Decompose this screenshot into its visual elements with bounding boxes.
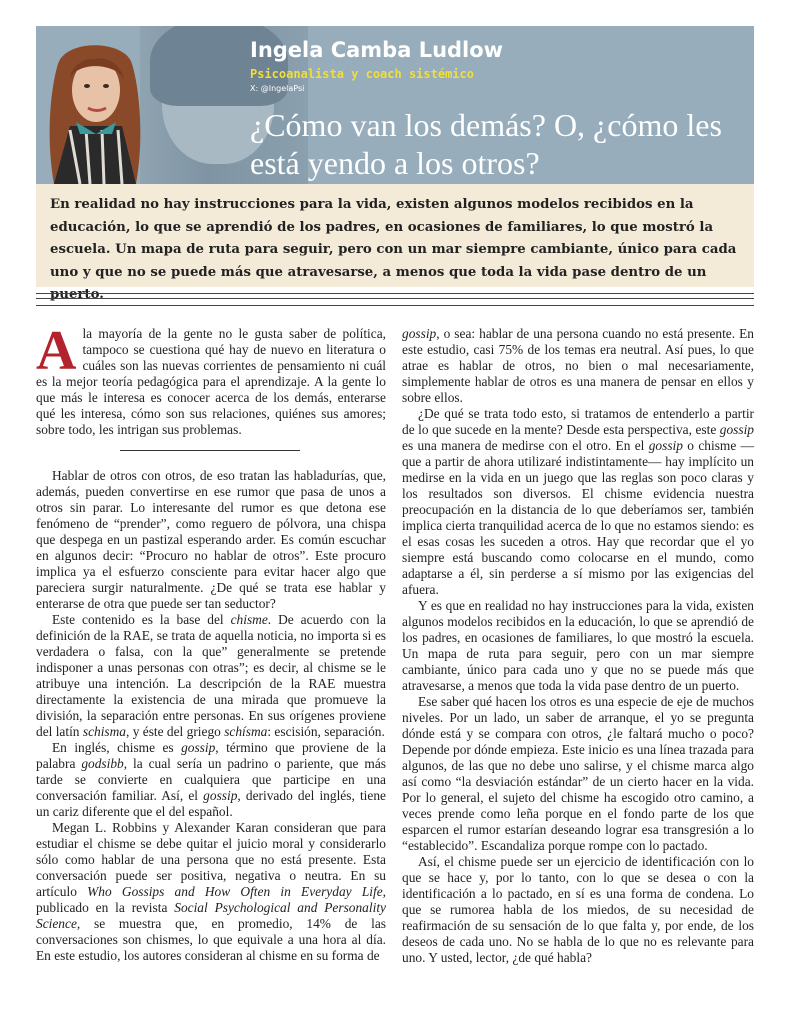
article-lede: En realidad no hay instrucciones para la vida, existen algunos modelos recibidos en la educación, lo que se aprendió de los padres, en ocasiones de familiares, lo que mostró la escuela. Un mapa de ruta para seguir, pero con un mar siempre cambiante, único para cada uno y que no se puede más que atravesarse, a menos que toda la vida pase dentro de un puerto. (50, 197, 737, 302)
paragraph: Este contenido es la base del chisme. De acuerdo con la definición de la RAE, se trata de aquella noticia, no importa si es verdadera o falsa, con la que” generalmente se pretende indisponer a unas personas con otras”; es decir, al chisme se le atribuye una intención. La descripción de la RAE muestra directamente la existencia de una mirada que promueve la división, la separación entre personas. En sus orígenes proviene del latín schisma, y éste del griego schísma: escisión, separación. (36, 612, 386, 739)
article-title: ¿Cómo van los demás? O, ¿cómo les está yendo a los otros? (250, 107, 722, 181)
drop-cap: A (36, 320, 77, 382)
intro-paragraph: Ala mayoría de la gente no le gusta saber de política, tampoco se cuestiona qué hay de nuevo en literatura o cuáles son las nuevas corrientes de pensamiento ni cuál es la mejor teoría pedagógica para el aprendizaje. A la gente lo que más le interesa es conocer acerca de los demás, enterarse qué les interesa, cómo son sus relaciones, quiénes sus amores; sobre todo, les intrigan sus problemas. (36, 320, 386, 437)
author-portrait (40, 30, 148, 184)
paragraph: Y es que en realidad no hay instrucciones para la vida, existen algunos modelos recibidos en la educación, lo que se aprendió de los padres, en ocasiones de familiares, lo que mostró la escuela. Un mapa de ruta para seguir, pero con un mar siempre cambiante, único para cada uno y que no se puede más que atravesarse, a menos que toda la vida pase dentro de un puerto. (402, 598, 754, 693)
intro-separator (120, 450, 300, 451)
divider-line-2 (36, 298, 754, 299)
article-header (36, 26, 754, 184)
paragraph: Así, el chisme puede ser un ejercicio de identificación con lo que se hace y, por lo tanto, con lo que se desea o con la identificación a lo pactado, en sí es una forma de condena. Lo que se rumorea habla de los miedos, de su necesidad de reafirmación de su sensación de lo que falta y, por ende, de los deseos de cada uno. No se habla de lo que no es relevante para uno. Y usted, lector, ¿de qué habla? (402, 854, 754, 965)
author-role: Psicoanalista y coach sistémico (250, 67, 474, 81)
column-left-body (36, 468, 386, 964)
paragraph: ¿De qué se trata todo esto, si tratamos de entenderlo a partir de lo que sucede en la mente? Desde esta perspectiva, este gossip es una manera de medirse con el otro. En el gossip o chisme —que a partir de ahora utilizaré indistintamente— hay implícito un medirse en la vida en un juego que las reglas son poco claras y los resultados son diversos. El chisme evidencia nuestra preocupación en la distancia de lo que deberíamos ser, también implica cierta tranquilidad acerca de lo que no estamos siendo: es el esas cosas les suceden a otros. Hay que recordar que el yo siempre está buscando como colocarse en el mundo, como adaptarse a él, sin perderse a sí mismo por las exigencias del afuera. (402, 406, 754, 597)
paragraph: gossip, o sea: hablar de una persona cuando no está presente. En este estudio, casi 75% de los temas era neutral. Así pues, lo que atrae es hablar de otros, no bien o mal necesariamente, simplemente hablar de otros es una manera de pensar en ellos y sobre ellos. (402, 326, 754, 405)
divider-line-3 (36, 305, 754, 306)
author-social-handle[interactable]: X: @IngelaPsi (250, 84, 305, 93)
paragraph: En inglés, chisme es gossip, término que proviene de la palabra godsibb, la cual sería un padrino o pariente, que más tarde se convierte en cualquiera que participe en una conversación familiar. Así, el gossip, derivado del inglés, tiene un cariz diferente que el del español. (36, 740, 386, 819)
article-lede-box (36, 184, 754, 302)
paragraph: Ese saber qué hacen los otros es una especie de eje de muchos niveles. Por un lado, un saber de arranque, el yo se pregunta dónde está y se compara con otros, ¿le faltará mucho o poco? Depende por dónde empieza. Este inicio es una línea trazada para algunos, de las que no debe uno salirse, y el chisme marca algo así como “la desviación estándar” de un cierto hacer en la vida. Por lo general, el sujeto del chisme ha escogido otro camino, a veces prende como leña porque en el fondo parte de los que esparcen el rumor estarían deseando lograr esa transgresión a lo “establecido”. Escandaliza porque rompe con lo pactado. (402, 694, 754, 853)
author-name: Ingela Camba Ludlow (250, 38, 504, 62)
paragraph: Megan L. Robbins y Alexander Karan consideran que para estudiar el chisme se debe quitar el juicio moral y considerarlo sólo como hablar de una persona que no está presente. Esta conversación puede ser positiva, negativa o neutra. En su artículo Who Gossips and How Often in Everyday Life, publicado en la revista Social Psychological and Personality Science, se muestra que, en promedio, 14% de las conversaciones son chismes, lo que equivale a una hora al día. En este estudio, los autores consideran al chisme en su forma de (36, 820, 387, 963)
divider-line-1 (36, 293, 754, 294)
column-left-intro (36, 320, 386, 438)
paragraph: Hablar de otros con otros, de eso tratan las habladurías, que, además, pueden convertirse en ese rumor que pasa de unos a otros sin parar. Lo interesante del rumor es que detona ese fenómeno de “prender”, como reguero de pólvora, una chispa que despega en un pastizal esperando arder. Es común escuchar en algunos decir: “Procuro no hablar de otros”. Este procuro implica ya el esfuerzo consciente para evitar hacer algo que pareciera surgir naturalmente. ¿De qué se trata ese hablar y enterarse de otra que puede ser tan seductor? (36, 468, 386, 611)
column-right-body (402, 326, 754, 966)
